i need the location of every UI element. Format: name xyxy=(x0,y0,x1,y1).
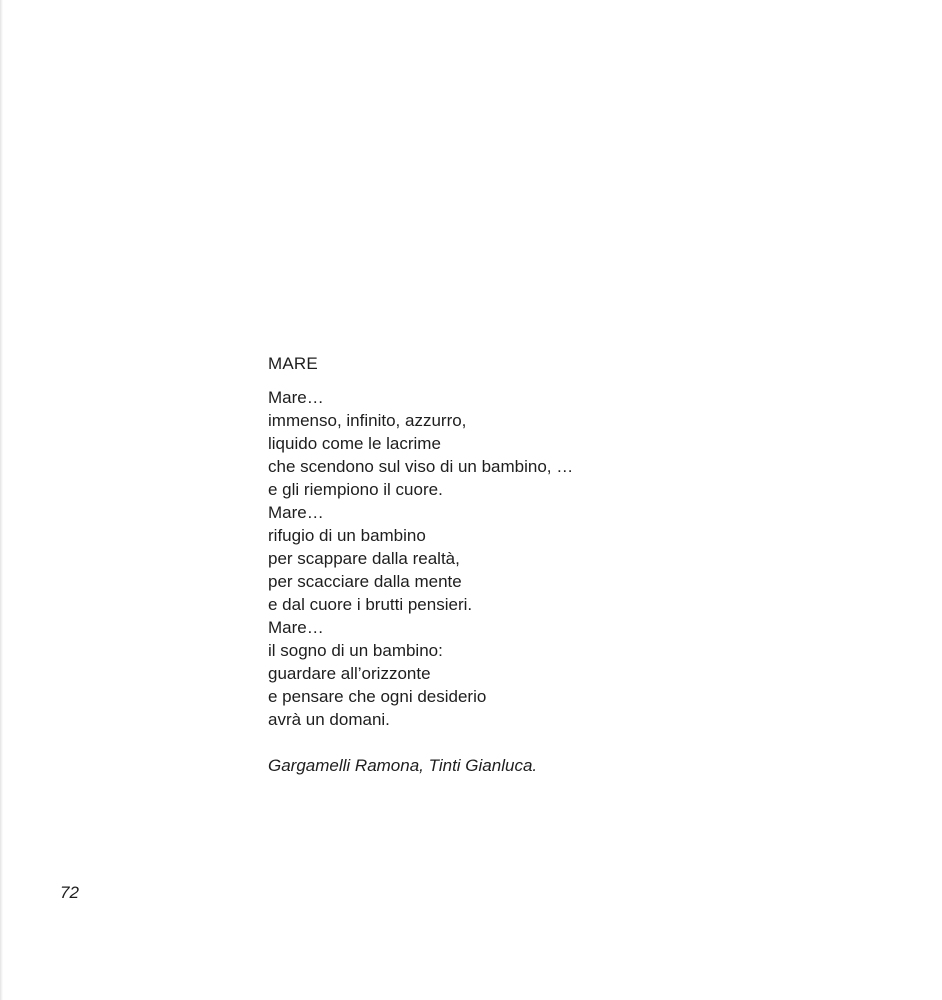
poem-title: MARE xyxy=(268,354,318,373)
poem-line: e gli riempiono il cuore. xyxy=(268,480,443,499)
poem-line: il sogno di un bambino: xyxy=(268,641,443,660)
poem-line: liquido come le lacrime xyxy=(268,434,441,453)
page-edge xyxy=(0,0,3,1000)
poem-line: per scappare dalla realtà, xyxy=(268,549,460,568)
page-number: 72 xyxy=(60,883,79,902)
poem-line: Mare… xyxy=(268,388,324,407)
poem xyxy=(268,352,788,777)
poem-line: avrà un domani. xyxy=(268,710,390,729)
poem-line: Mare… xyxy=(268,503,324,522)
poem-line: che scendono sul viso di un bambino, … xyxy=(268,457,574,476)
poem-authors: Gargamelli Ramona, Tinti Gianluca. xyxy=(268,756,538,775)
poem-line: e pensare che ogni desiderio xyxy=(268,687,487,706)
poem-line: immenso, infinito, azzurro, xyxy=(268,411,467,430)
poem-line: Mare… xyxy=(268,618,324,637)
poem-line: per scacciare dalla mente xyxy=(268,572,462,591)
poem-line: e dal cuore i brutti pensieri. xyxy=(268,595,473,614)
poem-verses xyxy=(268,386,788,731)
poem-line: guardare all’orizzonte xyxy=(268,664,431,683)
poem-line: rifugio di un bambino xyxy=(268,526,426,545)
